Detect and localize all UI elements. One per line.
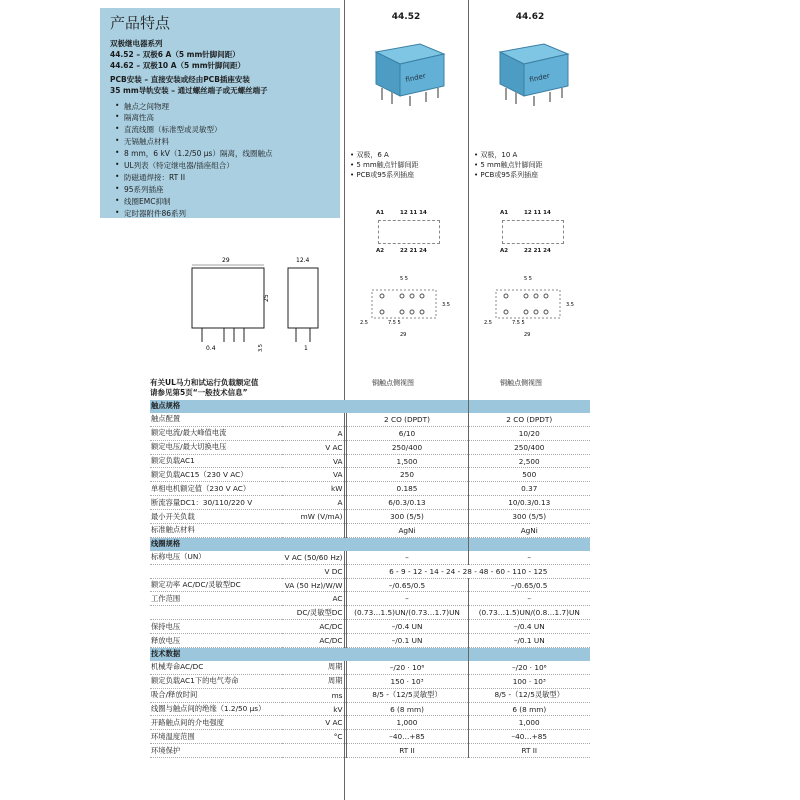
section-cell xyxy=(346,537,468,550)
param-label: 线圈与触点间的绝缘（1.2/50 μs） xyxy=(150,702,282,716)
section-title: 触点规格 xyxy=(150,400,346,413)
param-label: 触点配置 xyxy=(150,413,282,426)
param-unit: kV xyxy=(282,702,346,716)
pcb-dim: 7.5 5 xyxy=(388,320,401,326)
param-label: 额定负载AC15（230 V AC） xyxy=(150,468,282,482)
pin-label: 22 21 24 xyxy=(400,248,427,254)
param-label: 最小开关负载 xyxy=(150,510,282,524)
value-4462: – xyxy=(468,551,590,564)
param-label: 额定电流/最大峰值电流 xyxy=(150,426,282,440)
param-unit: AC/DC xyxy=(282,620,346,634)
relay-image-4462 xyxy=(494,38,574,108)
section-cell xyxy=(346,400,468,413)
pcb-dim: 5 5 xyxy=(524,276,532,282)
value-4462: – xyxy=(468,592,590,606)
section-header-row xyxy=(150,400,590,413)
section-cell xyxy=(468,648,590,661)
value-4452: – xyxy=(346,592,468,606)
spec-table xyxy=(150,400,590,758)
pcb-dim: 29 xyxy=(400,332,407,338)
param-unit: mW (V/mA) xyxy=(282,510,346,524)
value-4452: 1,000 xyxy=(346,716,468,730)
param-unit: °C xyxy=(282,730,346,744)
value-4452: – xyxy=(346,551,468,564)
pcb-dim: 7.5 5 xyxy=(512,320,525,326)
param-unit xyxy=(282,524,346,538)
table-row xyxy=(150,496,590,510)
table-row xyxy=(150,564,590,578)
param-label: 额定功率 AC/DC/灵敏型DC xyxy=(150,578,282,592)
dim-pin: 0.4 xyxy=(206,345,216,352)
table-row xyxy=(150,454,590,468)
param-unit: ms xyxy=(282,688,346,702)
dim-pin-length: 3.5 xyxy=(258,344,264,352)
feature-line: PCB安装 – 直接安装或经由PCB插座安装 xyxy=(110,75,250,84)
value-4462: –/0.1 UN xyxy=(468,634,590,648)
param-label xyxy=(150,564,282,578)
section-cell xyxy=(468,537,590,550)
table-row xyxy=(150,744,590,758)
param-label: 环境温度范围 xyxy=(150,730,282,744)
value-4452: 300 (5/5) xyxy=(346,510,468,524)
value-4462: 10/20 xyxy=(468,426,590,440)
section-header-row xyxy=(150,537,590,550)
value-4452: 8/5 -（12/5灵敏型） xyxy=(346,688,468,702)
table-row xyxy=(150,730,590,744)
value-4452: –40…+85 xyxy=(346,730,468,744)
param-label: 环境保护 xyxy=(150,744,282,758)
param-unit: AC xyxy=(282,592,346,606)
table-row xyxy=(150,606,590,620)
pcb-layout-4452 xyxy=(358,272,458,342)
pcb-dim: 5 5 xyxy=(400,276,408,282)
param-value: 6 - 9 - 12 - 14 - 24 - 28 - 48 - 60 - 110 - 125 xyxy=(346,564,590,578)
value-4462: 8/5 -（12/5灵敏型） xyxy=(468,688,590,702)
diagram-box xyxy=(502,220,564,244)
value-4452: 1,500 xyxy=(346,454,468,468)
param-label: 标称电压（UN） xyxy=(150,551,282,564)
value-4462: 6 (8 mm) xyxy=(468,702,590,716)
param-unit: kW xyxy=(282,482,346,496)
param-unit: V AC xyxy=(282,716,346,730)
feature-item: • 8 mm，6 kV（1.2/50 μs）隔离，线圈触点 xyxy=(124,148,272,159)
relay-brand: finder xyxy=(528,71,551,84)
param-label: 断流容量DC1：30/110/220 V xyxy=(150,496,282,510)
table-row xyxy=(150,661,590,674)
table-row xyxy=(150,482,590,496)
table-row xyxy=(150,551,590,564)
param-unit: VA xyxy=(282,468,346,482)
value-4462: –40…+85 xyxy=(468,730,590,744)
table-row xyxy=(150,620,590,634)
feature-item: • UL列表（特定继电器/插座组合） xyxy=(124,160,234,171)
param-unit xyxy=(282,744,346,758)
coil-terminal-label: A1 xyxy=(500,210,509,216)
param-unit: 周期 xyxy=(282,661,346,674)
param-unit: V DC xyxy=(282,564,346,578)
diagram-box xyxy=(378,220,440,244)
features-panel xyxy=(100,8,340,218)
table-row xyxy=(150,578,590,592)
param-unit: VA (50 Hz)/W/W xyxy=(282,578,346,592)
value-4452: 6 (8 mm) xyxy=(346,702,468,716)
value-4462: 2 CO (DPDT) xyxy=(468,413,590,426)
value-4452: 6/10 xyxy=(346,426,468,440)
table-row xyxy=(150,592,590,606)
feature-line: 44.62 – 双极10 A（5 mm针脚间距） xyxy=(110,61,246,70)
param-label: 额定电压/最大切换电压 xyxy=(150,440,282,454)
value-4462: 10/0.3/0.13 xyxy=(468,496,590,510)
dim-height: 25 xyxy=(263,294,270,302)
feature-item: • 防磁通焊接：RT II xyxy=(124,172,185,183)
coil-terminal-label: A1 xyxy=(376,210,385,216)
value-4462: 250/400 xyxy=(468,440,590,454)
value-4462: 100 · 10³ xyxy=(468,674,590,688)
model-spec: • 双极，10 A xyxy=(474,150,517,160)
model-spec: • PCB或95系列插座 xyxy=(350,170,414,180)
value-4462: 300 (5/5) xyxy=(468,510,590,524)
value-4452: RT II xyxy=(346,744,468,758)
value-4452: 6/0.3/0.13 xyxy=(346,496,468,510)
view-label: 铜触点侧视图 xyxy=(500,379,542,387)
param-unit: AC/DC xyxy=(282,634,346,648)
value-4462: (0.73…1.5)UN/(0.8…1.7)UN xyxy=(468,606,590,620)
table-row xyxy=(150,426,590,440)
features-title: 产品特点 xyxy=(110,14,171,32)
table-row xyxy=(150,688,590,702)
pcb-layout-4462 xyxy=(482,272,582,342)
value-4452: –/0.1 UN xyxy=(346,634,468,648)
param-unit: A xyxy=(282,496,346,510)
value-4452: 250 xyxy=(346,468,468,482)
param-unit xyxy=(282,413,346,426)
column-divider xyxy=(468,0,469,400)
view-label: 铜触点侧视图 xyxy=(372,379,414,387)
feature-item: • 无镉触点材料 xyxy=(124,136,169,147)
param-label: 释放电压 xyxy=(150,634,282,648)
pin-label: 12 11 14 xyxy=(524,210,551,216)
param-unit: DC/灵敏型DC xyxy=(282,606,346,620)
value-4452: 2 CO (DPDT) xyxy=(346,413,468,426)
value-4462: 0.37 xyxy=(468,482,590,496)
param-label xyxy=(150,606,282,620)
coil-terminal-label: A2 xyxy=(500,248,509,254)
table-row xyxy=(150,524,590,538)
relay-brand: finder xyxy=(404,71,427,84)
value-4452: 250/400 xyxy=(346,440,468,454)
relay-image-4452 xyxy=(370,38,450,108)
param-label: 工作范围 xyxy=(150,592,282,606)
coil-terminal-label: A2 xyxy=(376,248,385,254)
pin-label: 12 11 14 xyxy=(400,210,427,216)
wiring-diagram-4452 xyxy=(376,210,446,260)
table-row xyxy=(150,702,590,716)
param-label: 机械寿命AC/DC xyxy=(150,661,282,674)
model-name-4452: 44.52 xyxy=(391,12,421,22)
param-unit: VA xyxy=(282,454,346,468)
feature-line: 35 mm导轨安装 – 通过螺丝端子或无螺丝端子 xyxy=(110,86,268,95)
feature-line: 双极继电器系列 xyxy=(110,39,163,48)
feature-item: • 触点之间物理 xyxy=(124,101,169,112)
value-4462: –/20 · 10⁶ xyxy=(468,661,590,674)
param-label: 保持电压 xyxy=(150,620,282,634)
feature-line: 44.52 – 双极6 A（5 mm针脚间距） xyxy=(110,50,240,59)
param-unit: V AC (50/60 Hz) xyxy=(282,551,346,564)
param-label: 额定负载AC1 xyxy=(150,454,282,468)
param-label: 标准触点材料 xyxy=(150,524,282,538)
dim-width: 29 xyxy=(222,257,230,264)
value-4452: AgNi xyxy=(346,524,468,538)
feature-item: • 定时器附件86系列 xyxy=(124,208,186,219)
table-row xyxy=(150,468,590,482)
value-4462: AgNi xyxy=(468,524,590,538)
pcb-dim: 2.5 xyxy=(484,320,492,326)
feature-item: • 直流线圈（标准型或灵敏型） xyxy=(124,124,222,135)
value-4452: 0.185 xyxy=(346,482,468,496)
pin-label: 22 21 24 xyxy=(524,248,551,254)
table-row xyxy=(150,510,590,524)
table-row xyxy=(150,440,590,454)
value-4452: (0.73…1.5)UN/(0.73…1.7)UN xyxy=(346,606,468,620)
table-row xyxy=(150,674,590,688)
section-title: 技术数据 xyxy=(150,648,346,661)
param-unit: V AC xyxy=(282,440,346,454)
value-4452: –/20 · 10⁶ xyxy=(346,661,468,674)
feature-item: • 线圈EMC抑制 xyxy=(124,196,170,207)
value-4462: –/0.65/0.5 xyxy=(468,578,590,592)
pcb-dim: 3.5 xyxy=(566,302,574,308)
feature-item-cont: • 隔离性高 xyxy=(124,112,154,123)
section-title: 线圈规格 xyxy=(150,537,346,550)
ul-note: 请参见第5页“一般技术信息” xyxy=(150,388,248,397)
value-4462: –/0.4 UN xyxy=(468,620,590,634)
pcb-dim: 3.5 xyxy=(442,302,450,308)
pcb-dim: 2.5 xyxy=(360,320,368,326)
value-4452: –/0.65/0.5 xyxy=(346,578,468,592)
model-name-4462: 44.62 xyxy=(515,12,545,22)
value-4452: –/0.4 UN xyxy=(346,620,468,634)
section-cell xyxy=(468,400,590,413)
model-spec: • PCB或95系列插座 xyxy=(474,170,538,180)
section-cell xyxy=(346,648,468,661)
model-spec: • 5 mm触点针脚间距 xyxy=(350,160,419,170)
param-label: 单相电机额定值（230 V AC） xyxy=(150,482,282,496)
value-4462: 1,000 xyxy=(468,716,590,730)
section-header-row xyxy=(150,648,590,661)
param-unit: 周期 xyxy=(282,674,346,688)
table-row xyxy=(150,634,590,648)
param-unit: A xyxy=(282,426,346,440)
dim-pitch: 1 xyxy=(304,345,308,352)
param-label: 吸合/释放时间 xyxy=(150,688,282,702)
dimension-drawing xyxy=(188,256,338,356)
table-row xyxy=(150,413,590,426)
value-4462: 2,500 xyxy=(468,454,590,468)
feature-item: • 95系列插座 xyxy=(124,184,164,195)
param-label: 额定负载AC1下的电气寿命 xyxy=(150,674,282,688)
pcb-dim: 29 xyxy=(524,332,531,338)
value-4462: RT II xyxy=(468,744,590,758)
param-label: 开路触点间的介电强度 xyxy=(150,716,282,730)
ul-note: 有关UL马力和试运行负载额定值 xyxy=(150,378,259,387)
value-4462: 500 xyxy=(468,468,590,482)
model-spec: • 5 mm触点针脚间距 xyxy=(474,160,543,170)
model-spec: • 双极，6 A xyxy=(350,150,389,160)
wiring-diagram-4462 xyxy=(500,210,570,260)
value-4452: 150 · 10³ xyxy=(346,674,468,688)
table-row xyxy=(150,716,590,730)
dim-depth: 12.4 xyxy=(296,257,310,264)
